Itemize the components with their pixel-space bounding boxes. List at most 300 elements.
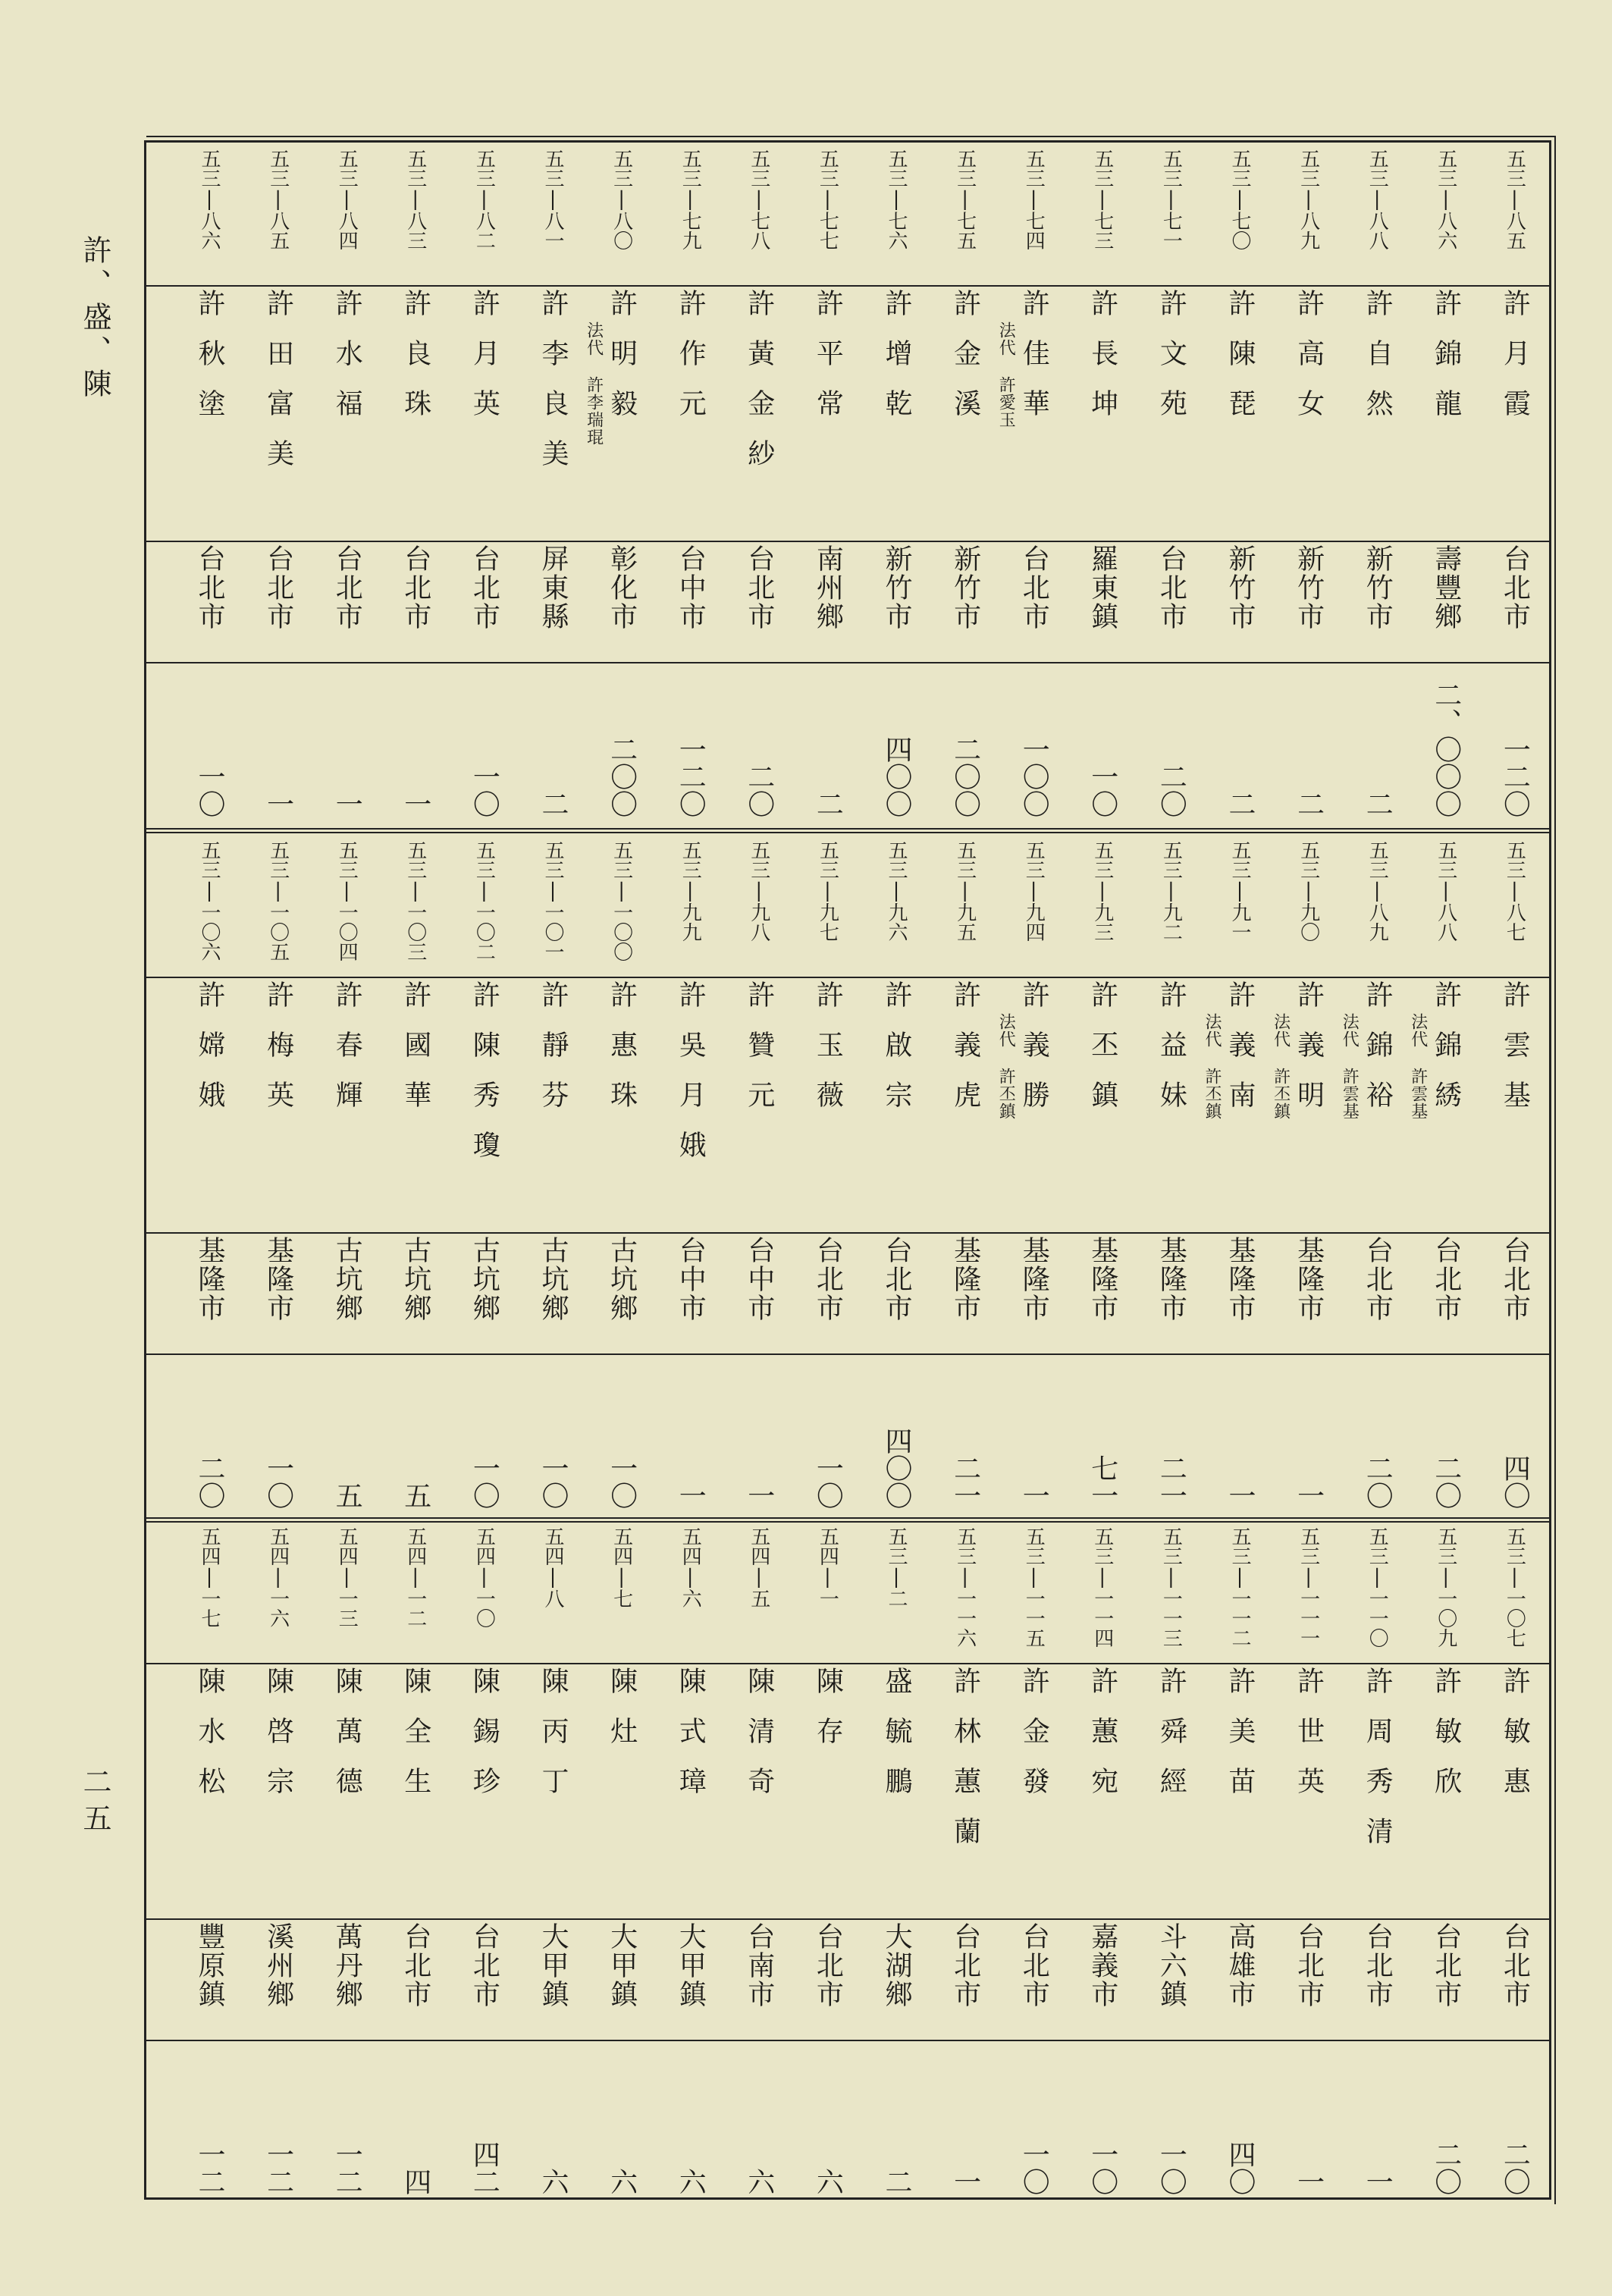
entry-qty: 四〇 [1225, 2141, 1256, 2195]
entry-place: 台北市 [812, 1922, 844, 2009]
entry-num: 五三|八八 [1434, 840, 1457, 942]
entry-name: 許敏惠 [1499, 1667, 1531, 1817]
entry-place: 台北市 [400, 544, 431, 631]
entry-place: 台北市 [1362, 1236, 1394, 1322]
ledger-entry [312, 143, 381, 827]
entry-place: 台北市 [1499, 544, 1531, 631]
entry-num: 五三|七七 [816, 149, 839, 250]
entry-place: 台北市 [469, 1922, 500, 2009]
entry-name: 許嫦娥 [194, 980, 225, 1131]
legal-rep-note: 法代 許李瑞琨 [584, 322, 604, 446]
ledger-band-1 [146, 143, 1549, 827]
entry-name: 陳全生 [400, 1667, 431, 1817]
entry-qty: 一〇 [1018, 2141, 1050, 2195]
entry-place: 基隆市 [1293, 1236, 1325, 1322]
entry-name: 許金發 [1018, 1667, 1050, 1817]
ledger-entry [519, 834, 587, 1517]
entry-qty: 一 [675, 1482, 707, 1509]
entry-num: 五三|九一 [1228, 840, 1251, 942]
entry-name: 許黃金紗 [743, 289, 775, 489]
ledger-entry [381, 834, 450, 1517]
entry-place: 台北市 [400, 1922, 431, 2009]
entry-place: 大甲鎮 [606, 1922, 638, 2009]
ledger-entry [1206, 143, 1274, 827]
entry-qty: 二〇 [1430, 2141, 1462, 2195]
ledger-entry [862, 143, 930, 827]
entry-place: 大甲鎮 [538, 1922, 569, 2009]
entry-place: 台北市 [1293, 1922, 1325, 2009]
entry-qty: 六 [743, 2168, 775, 2195]
entry-num: 五三|一一二 [1228, 1526, 1251, 1648]
entry-name: 許良珠 [400, 289, 431, 439]
ledger-entry [1068, 143, 1137, 827]
entry-qty: 一二 [262, 2141, 294, 2195]
entry-name: 許佳華 [1018, 289, 1050, 439]
entry-place: 基隆市 [194, 1236, 225, 1322]
entry-qty: 二 [1362, 790, 1394, 817]
ledger-entry [1275, 143, 1343, 827]
entry-place: 基隆市 [262, 1236, 294, 1322]
entry-num: 五三|一〇九 [1434, 1526, 1457, 1648]
legal-rep-note: 法代 許丕鎮 [1271, 1013, 1291, 1120]
entry-place: 古坑鄉 [606, 1236, 638, 1322]
ledger-entry [725, 143, 793, 827]
ledger-entry [931, 143, 999, 827]
ledger-entry [931, 834, 999, 1517]
entry-num: 五四|一 [816, 1526, 839, 1608]
entry-qty: 一二 [194, 2141, 225, 2195]
ledger-entry [793, 143, 861, 827]
entry-num: 五三|七〇 [1228, 149, 1251, 250]
ledger-entry [1343, 143, 1411, 827]
entry-place: 基隆市 [1156, 1236, 1187, 1322]
entry-num: 五四|一二 [403, 1526, 427, 1628]
entry-num: 五三|八五 [266, 149, 290, 250]
entry-name: 陳式璋 [675, 1667, 707, 1817]
entry-name: 許月英 [469, 289, 500, 439]
entry-num: 五三|八八 [1366, 149, 1389, 250]
entry-place: 彰化市 [606, 544, 638, 631]
entry-name: 許靜芬 [538, 980, 569, 1131]
entry-place: 古坑鄉 [469, 1236, 500, 1322]
entry-name: 許文苑 [1156, 289, 1187, 439]
entry-name: 許舜經 [1156, 1667, 1187, 1817]
ledger-entry [381, 143, 450, 827]
entry-name: 許益妹 [1156, 980, 1187, 1131]
entry-name: 許春輝 [331, 980, 363, 1131]
entry-num: 五四|六 [679, 1526, 702, 1608]
entry-num: 五三|八三 [403, 149, 427, 250]
entry-qty: 二一 [1156, 1454, 1187, 1509]
entry-num: 五三|九四 [1022, 840, 1046, 942]
ledger-entry [1137, 1520, 1205, 2200]
entry-qty: 一 [331, 790, 363, 817]
entry-qty: 五 [400, 1482, 431, 1509]
entry-num: 五三|一〇一 [541, 840, 564, 961]
ledger-entry [656, 143, 724, 827]
entry-qty: 二 [1225, 790, 1256, 817]
entry-num: 五三|七四 [1022, 149, 1046, 250]
entry-qty: 二一 [949, 1454, 981, 1509]
entry-qty: 五 [331, 1482, 363, 1509]
entry-num: 五三|七三 [1090, 149, 1114, 250]
entry-name: 陳清奇 [743, 1667, 775, 1817]
entry-name: 陳灶 [606, 1667, 638, 1767]
entry-qty: 一〇 [469, 1454, 500, 1509]
entry-num: 五三|一一一 [1297, 1526, 1320, 1648]
entry-qty: 四〇〇 [881, 1427, 912, 1509]
entry-name: 許田富美 [262, 289, 294, 489]
ledger-entry [793, 1520, 861, 2200]
entry-name: 許丕鎮 [1087, 980, 1118, 1131]
entry-qty: 六 [675, 2168, 707, 2195]
entry-num: 五三|七一 [1159, 149, 1183, 250]
entry-qty: 一〇 [606, 1454, 638, 1509]
entry-qty: 一二〇 [675, 736, 707, 817]
entry-qty: 一 [1293, 1482, 1325, 1509]
entry-qty: 二〇 [1156, 763, 1187, 817]
ledger-entry [519, 143, 587, 827]
entry-name: 許美苗 [1225, 1667, 1256, 1817]
entry-place: 溪州鄉 [262, 1922, 294, 2009]
entry-num: 五四|七 [610, 1526, 633, 1608]
entry-place: 台北市 [194, 544, 225, 631]
entry-place: 台北市 [1499, 1236, 1531, 1322]
entry-qty: 一 [262, 790, 294, 817]
ledger-entry [1206, 1520, 1274, 2200]
entry-qty: 六 [606, 2168, 638, 2195]
entry-place: 高雄市 [1225, 1922, 1256, 2009]
entry-place: 台中市 [743, 1236, 775, 1322]
ledger-entry [1340, 834, 1411, 1517]
entry-qty: 二、〇〇〇 [1430, 681, 1462, 817]
ledger-entry [862, 834, 930, 1517]
entry-place: 基隆市 [1225, 1236, 1256, 1322]
entry-place: 豐原鎮 [194, 1922, 225, 2009]
ledger-entry [588, 834, 656, 1517]
entry-name: 許吳月娥 [675, 980, 707, 1181]
entry-num: 五三|一一六 [953, 1526, 977, 1648]
entry-num: 五三|八二 [472, 149, 496, 250]
entry-place: 新竹市 [949, 544, 981, 631]
entry-num: 五四|一七 [198, 1526, 221, 1628]
entry-place: 新竹市 [1362, 544, 1394, 631]
entry-num: 五三|一〇〇 [610, 840, 633, 961]
ledger-entry [1343, 1520, 1411, 2200]
entry-place: 基隆市 [949, 1236, 981, 1322]
entry-name: 許錦綉 [1430, 980, 1462, 1131]
entry-place: 台北市 [1018, 544, 1050, 631]
ledger-table [144, 140, 1551, 2200]
entry-num: 五三|一〇六 [198, 840, 221, 961]
ledger-entry [1271, 834, 1343, 1517]
entry-num: 五三|二 [885, 1526, 908, 1608]
entry-name: 許陳秀瓊 [469, 980, 500, 1181]
entry-qty: 一 [949, 2168, 981, 2195]
entry-num: 五三|七八 [747, 149, 770, 250]
ledger-entry [1480, 1520, 1548, 2200]
ledger-band-2 [146, 834, 1549, 1517]
ledger-entry [175, 834, 243, 1517]
ledger-entry [312, 834, 381, 1517]
ledger-entry [450, 834, 518, 1517]
entry-qty: 一〇 [538, 1454, 569, 1509]
entry-name: 許梅英 [262, 980, 294, 1131]
entry-name: 許錦裕 [1362, 980, 1394, 1131]
entry-qty: 一二 [331, 2141, 363, 2195]
entry-num: 五三|九三 [1090, 840, 1114, 942]
entry-name: 許秋塗 [194, 289, 225, 439]
entry-qty: 六 [538, 2168, 569, 2195]
entry-place: 壽豐鄉 [1430, 544, 1462, 631]
entry-place: 台北市 [1156, 544, 1187, 631]
entry-name: 許自然 [1362, 289, 1394, 439]
ledger-entry [996, 143, 1068, 827]
entry-name: 許李良美 [538, 289, 569, 489]
entry-qty: 一〇 [812, 1454, 844, 1509]
entry-num: 五三|七五 [953, 149, 977, 250]
ledger-entry [793, 834, 861, 1517]
entry-qty: 一〇 [194, 763, 225, 817]
ledger-entry [244, 834, 312, 1517]
entry-name: 許增乾 [881, 289, 912, 439]
entry-name: 許作元 [675, 289, 707, 439]
entry-qty: 一〇 [1087, 763, 1118, 817]
entry-qty: 四〇 [1499, 1454, 1531, 1509]
entry-place: 嘉義市 [1087, 1922, 1118, 2009]
entry-qty: 四〇〇 [881, 736, 912, 817]
entry-place: 台北市 [812, 1236, 844, 1322]
ledger-entry [1203, 834, 1274, 1517]
entry-place: 台北市 [1362, 1922, 1394, 2009]
entry-num: 五三|九六 [885, 840, 908, 942]
entry-qty: 二〇 [743, 763, 775, 817]
entry-qty: 一〇 [1087, 2141, 1118, 2195]
entry-num: 五三|八六 [198, 149, 221, 250]
legal-rep-note: 法代 許丕鎮 [1203, 1013, 1222, 1120]
entry-num: 五三|八九 [1366, 840, 1389, 942]
ledger-entry [999, 1520, 1068, 2200]
entry-qty: 一 [1225, 1482, 1256, 1509]
entry-qty: 一 [1293, 2168, 1325, 2195]
entry-name: 許陳琵 [1225, 289, 1256, 439]
entry-num: 五三|九九 [679, 840, 702, 942]
entry-qty: 二〇〇 [949, 736, 981, 817]
entry-name: 許周秀清 [1362, 1667, 1394, 1867]
entry-qty: 一〇〇 [1018, 736, 1050, 817]
entry-place: 台北市 [1018, 1922, 1050, 2009]
entry-name: 許啟宗 [881, 980, 912, 1131]
ledger-entry [1137, 143, 1205, 827]
ledger-entry [244, 143, 312, 827]
entry-num: 五三|一〇二 [472, 840, 496, 961]
entry-qty: 一 [743, 1482, 775, 1509]
entry-name: 許林蕙蘭 [949, 1667, 981, 1867]
legal-rep-note: 法代 許雲基 [1340, 1013, 1360, 1120]
entry-name: 許國華 [400, 980, 431, 1131]
legal-rep-note: 法代 許丕鎮 [996, 1013, 1016, 1120]
ledger-entry [656, 834, 724, 1517]
entry-qty: 二〇〇 [606, 736, 638, 817]
entry-qty: 一 [1362, 2168, 1394, 2195]
entry-num: 五三|八〇 [610, 149, 633, 250]
entry-qty: 二 [538, 790, 569, 817]
entry-num: 五三|八九 [1297, 149, 1320, 250]
ledger-entry [1275, 1520, 1343, 2200]
entry-num: 五三|八六 [1434, 149, 1457, 250]
entry-name: 許長坤 [1087, 289, 1118, 439]
entry-num: 五四|八 [541, 1526, 564, 1608]
entry-name: 許惠珠 [606, 980, 638, 1131]
entry-name: 許水福 [331, 289, 363, 439]
entry-name: 許金溪 [949, 289, 981, 439]
entry-num: 五四|一六 [266, 1526, 290, 1628]
entry-qty: 一〇 [469, 763, 500, 817]
ledger-entry [1412, 143, 1480, 827]
entry-qty: 一 [400, 790, 431, 817]
entry-name: 許義勝 [1018, 980, 1050, 1131]
ledger-entry [1408, 834, 1480, 1517]
entry-qty: 二〇 [1362, 1454, 1394, 1509]
entry-name: 許贊元 [743, 980, 775, 1131]
entry-place: 台北市 [262, 544, 294, 631]
entry-num: 五三|八一 [541, 149, 564, 250]
entry-place: 古坑鄉 [331, 1236, 363, 1322]
entry-qty: 一〇 [1156, 2141, 1187, 2195]
entry-name: 許義明 [1293, 980, 1325, 1131]
entry-num: 五三|八五 [1503, 149, 1526, 250]
entry-name: 許明毅 [606, 289, 638, 439]
ledger-entry [519, 1520, 587, 2200]
entry-place: 羅東鎮 [1087, 544, 1118, 631]
entry-place: 大湖鄉 [881, 1922, 912, 2009]
entry-num: 五四|一三 [335, 1526, 359, 1628]
entry-num: 五三|九五 [953, 840, 977, 942]
entry-qty: 一 [1018, 1482, 1050, 1509]
entry-name: 許雲基 [1499, 980, 1531, 1131]
ledger-entry [656, 1520, 724, 2200]
entry-num: 五三|八七 [1503, 840, 1526, 942]
entry-place: 萬丹鄉 [331, 1922, 363, 2009]
entry-num: 五三|一一三 [1159, 1526, 1183, 1648]
entry-num: 五三|一〇七 [1503, 1526, 1526, 1648]
ledger-entry [725, 1520, 793, 2200]
entry-num: 五三|八四 [335, 149, 359, 250]
entry-qty: 二 [1293, 790, 1325, 817]
legal-rep-note: 法代 許愛玉 [996, 322, 1016, 428]
entry-qty: 二〇 [1499, 2141, 1531, 2195]
ledger-entry [584, 143, 656, 827]
entry-place: 台北市 [881, 1236, 912, 1322]
entry-name: 許高女 [1293, 289, 1325, 439]
entry-name: 陳存 [812, 1667, 844, 1767]
entry-num: 五三|九七 [816, 840, 839, 942]
ledger-entry [996, 834, 1068, 1517]
entry-place: 台南市 [743, 1922, 775, 2009]
entry-place: 台中市 [675, 1236, 707, 1322]
ledger-entry [588, 1520, 656, 2200]
entry-name: 陳錫珍 [469, 1667, 500, 1817]
entry-num: 五四|五 [747, 1526, 770, 1608]
entry-place: 古坑鄉 [538, 1236, 569, 1322]
ledger-entry [175, 1520, 243, 2200]
entry-num: 五三|一一五 [1022, 1526, 1046, 1648]
entry-place: 南州鄉 [812, 544, 844, 631]
entry-place: 台中市 [675, 544, 707, 631]
ledger-entry [244, 1520, 312, 2200]
entry-name: 許世英 [1293, 1667, 1325, 1817]
entry-name: 陳丙丁 [538, 1667, 569, 1817]
ledger-entry [1137, 834, 1205, 1517]
ledger-entry [381, 1520, 450, 2200]
ledger-entry [931, 1520, 999, 2200]
entry-place: 新竹市 [1293, 544, 1325, 631]
entry-num: 五三|七六 [885, 149, 908, 250]
entry-name: 陳啓宗 [262, 1667, 294, 1817]
band-divider [146, 828, 1549, 833]
entry-place: 台北市 [469, 544, 500, 631]
ledger-entry [725, 834, 793, 1517]
legal-rep-note: 法代 許雲基 [1408, 1013, 1428, 1120]
ledger-entry [1412, 1520, 1480, 2200]
ledger-entry [450, 1520, 518, 2200]
ledger-band-3 [146, 1520, 1549, 2200]
entry-place: 基隆市 [1087, 1236, 1118, 1322]
entry-name: 許敏欣 [1430, 1667, 1462, 1817]
entry-place: 台北市 [1430, 1236, 1462, 1322]
ledger-entry [1068, 834, 1137, 1517]
entry-name: 盛毓鵬 [881, 1667, 912, 1817]
entry-qty: 四 [400, 2168, 431, 2195]
entry-qty: 一二〇 [1499, 736, 1531, 817]
ledger-entry [862, 1520, 930, 2200]
entry-name: 許玉薇 [812, 980, 844, 1131]
entry-place: 古坑鄉 [400, 1236, 431, 1322]
ledger-entry [175, 143, 243, 827]
entry-name: 許義虎 [949, 980, 981, 1131]
entry-name: 許平常 [812, 289, 844, 439]
entry-qty: 二 [812, 790, 844, 817]
entry-name: 陳水松 [194, 1667, 225, 1817]
entry-place: 新竹市 [881, 544, 912, 631]
entry-qty: 六 [812, 2168, 844, 2195]
entry-qty: 二〇 [1430, 1454, 1462, 1509]
entry-num: 五三|一一〇 [1366, 1526, 1389, 1648]
entry-qty: 二 [881, 2168, 912, 2195]
page-number: 二五 [78, 1767, 111, 1840]
entry-place: 大甲鎮 [675, 1922, 707, 2009]
entry-num: 五四|一〇 [472, 1526, 496, 1628]
entry-name: 許錦龍 [1430, 289, 1462, 439]
entry-num: 五三|九〇 [1297, 840, 1320, 942]
ledger-entry [1480, 834, 1548, 1517]
entry-qty: 一〇 [262, 1454, 294, 1509]
entry-place: 台北市 [1430, 1922, 1462, 2009]
entry-place: 基隆市 [1018, 1236, 1050, 1322]
side-header: 許、盛、陳 [78, 235, 111, 402]
entry-num: 五三|一〇三 [403, 840, 427, 961]
entry-num: 五三|一〇五 [266, 840, 290, 961]
ledger-entry [450, 143, 518, 827]
entry-name: 陳萬德 [331, 1667, 363, 1817]
ledger-entry [1068, 1520, 1137, 2200]
entry-name: 許蕙宛 [1087, 1667, 1118, 1817]
entry-place: 台北市 [743, 544, 775, 631]
entry-num: 五三|九八 [747, 840, 770, 942]
entry-qty: 二〇 [194, 1454, 225, 1509]
ledger-entry [312, 1520, 381, 2200]
entry-num: 五三|九二 [1159, 840, 1183, 942]
